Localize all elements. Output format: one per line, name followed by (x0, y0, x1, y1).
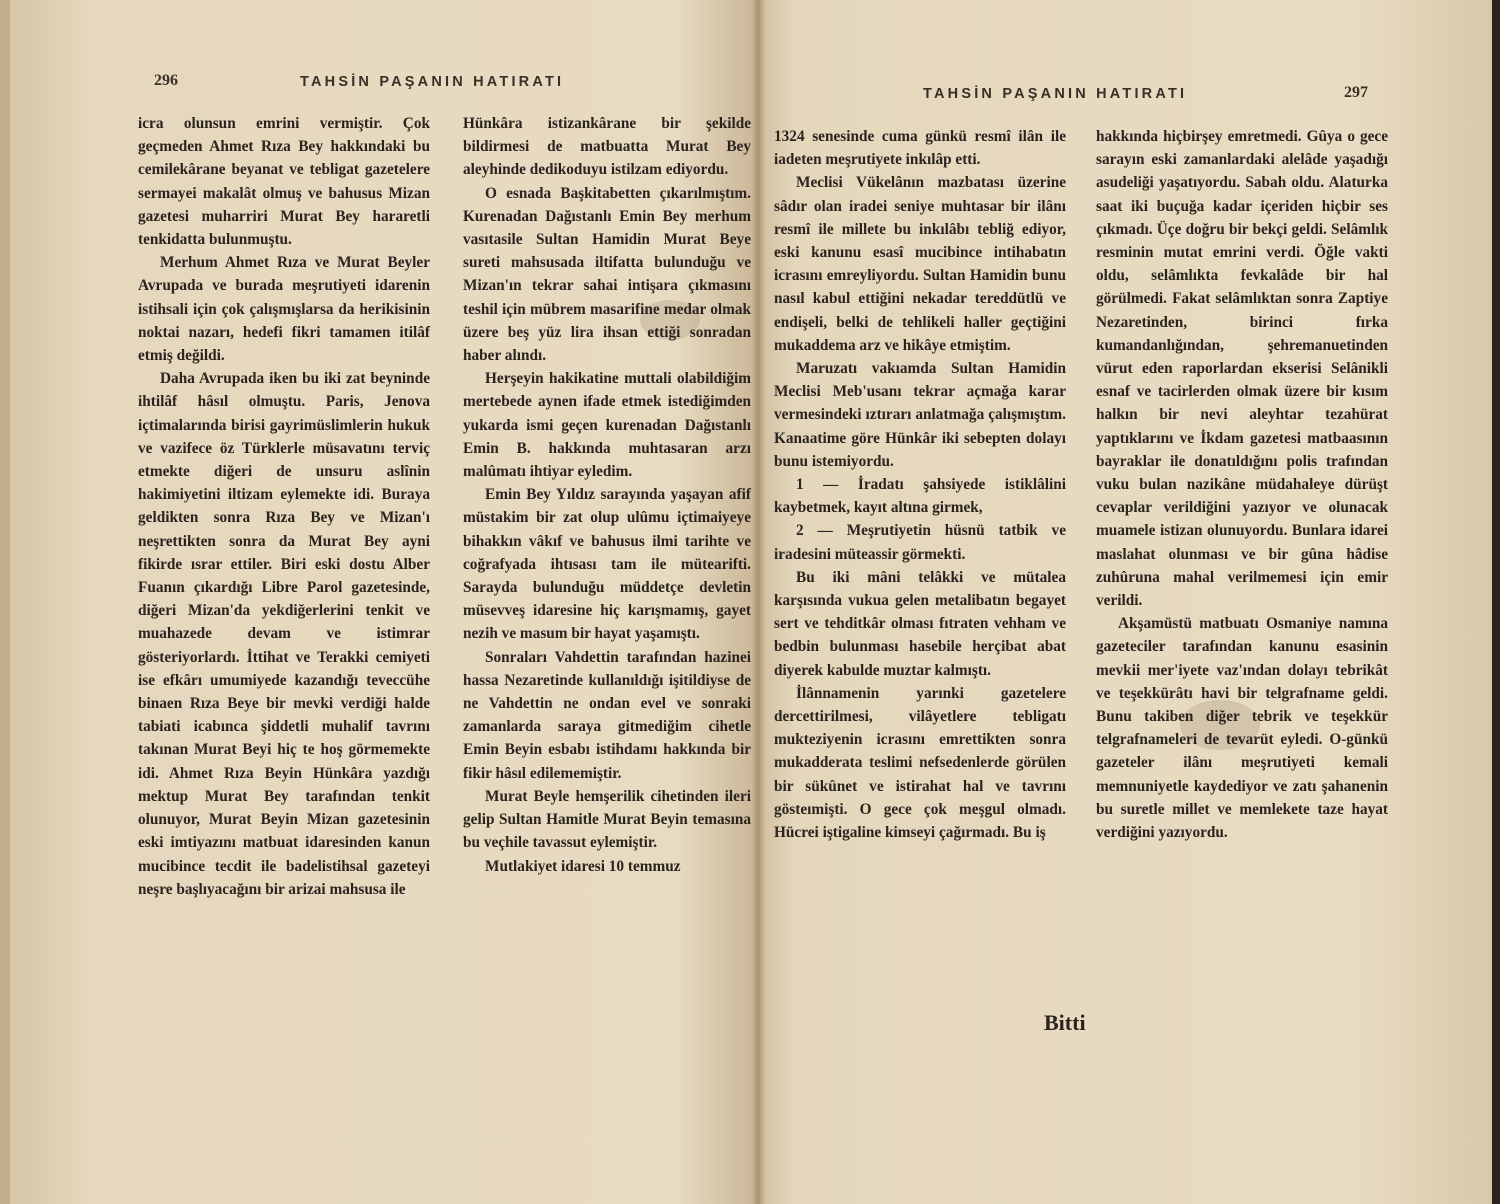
page-number: 297 (1344, 84, 1368, 101)
book-gutter (752, 0, 766, 1204)
ending-word: Bitti (1044, 1010, 1086, 1035)
paragraph: 1324 senesinde cuma günkü resmî ilân ile iadeten meşrutiyete inkılâp etti. (774, 128, 1066, 169)
paragraph: O esnada Başkitabetten çıkarılmıştım. Kurenadan Dağıstanlı Emin Bey merhum vasıtasile Sultan Hamidin Murat Beye sureti mahsusada iltifatta bulunduğu ve Mizan'ın tekrar sahai intişara çıkmasını teshil için mübrem masarifine medar olmak üzere beş yüz lira ihsan ettiği sonradan haber alındı. (463, 184, 751, 365)
text-column-1 (774, 125, 1066, 844)
right-page (768, 0, 1404, 1204)
paragraph: 1 — İradatı şahsiyede istiklâlini kaybetmek, kayıt altına girmek, (774, 476, 1066, 517)
paragraph: Akşamüstü matbuatı Osmaniye namına gazeteciler tarafından kanunu esasinin mevkii mer'iyete vaz'ından dolayı tebrikât ve teşekkürâtı havi bir telgrafname geldi. Bunu takiben diğer tebrik ve teşekkür telgrafnameleri de tevarüt eyledi. O-günkü gazeteler ilânı meşrutiyeti kemali memnuniyetle kaydediyor ve zatı şahanenin bu suretle millet ve memlekete taze hayat verdiğini yazıyordu. (1096, 615, 1388, 842)
paragraph: icra olunsun emrini vermiştir. Çok geçmeden Ahmet Rıza Bey hakkındaki bu cemilekârane beyanat ve tebligat gazetelere sermayei makalât olmuş ve bahusus Mizan gazetesi muharriri Murat Bey hararetli tenkidatta bulunmuştu. (138, 115, 430, 249)
paragraph: Merhum Ahmet Rıza ve Murat Beyler Avrupada ve burada meşrutiyeti idarenin istihsali için çok çalışmışlarsa da herikisinin noktai nazarı, hedefi fikri tamamen itilâf etmiş değildi. (138, 254, 430, 365)
left-page (118, 0, 752, 1204)
paragraph: Daha Avrupada iken bu iki zat beyninde ihtilâf hâsıl olmuştu. Paris, Jenova içtimalarında birisi gayrimüslimlerin hukuk ve vazifece öz Türklerle müsavatını terviç etmekte diğeri de unsuru aslînin hakimiyetini iltizam eylemekte idi. Buraya geldikten sonra Rıza Bey ve Mizan'ı neşrettikten sonra da Murat Bey ayni fikirde ısrar ettiler. Biri eski dostu Alber Fuanın çıkardığı Libre Parol gazetesinde, diğeri Mizan'da yekdiğerlerini tenkit ve muahazede devam ve istimrar gösteriyorlardı. İttihat ve Terakki cemiyeti ise efkârı umumiyede kazandığı teveccühe binaen Rıza Beye bir mevki verdiği halde tabiati icabınca şiddetli muhalif tavrını takınan Murat Beyi hiç te hoş görmemekte idi. Ahmet Rıza Beyin Hünkâra yazdığı mektup Murat Bey tarafından tenkit olunuyor, Murat Beyin Mizan gazetesinin eski imtiyazını matbuat idaresinden kanun mucibince tecdit ile badelistihsal gazeteyi neşre başlıyacağını bir arizai mahsusa ile (138, 370, 430, 898)
paragraph: hakkında hiçbirşey emretmedi. Gûya o gece sarayın eski zamanlardaki alelâde yaşadığı asudeliği yaşatıyordu. Sabah oldu. Alaturka saat iki buçuğa kadar içeriden hiçbir ses çıkmadı. Üçe doğru bir bekçi geldi. Selâmlık resminin mutat emrini verdi. Öğle vakti oldu, selâmlıkta fevkalâde bir hal görülmedi. Fakat selâmlıktan sonra Zaptiye Nezaretinden, birinci fırka kumandanlığından, şehremanuetinden vürut eden raporlardan ekserisi Selânikli esnaf ve tacirlerden olmak üzere bir kısım halkın bir nevi aleyhtar tezahürat yaptıklarını ve İkdam gazetesi matbaasının bayraklar ile donatıldığını polis trafından vuku bulan nazikâne müdahaleye dürüşt cevaplar verildiğini yazıyor ve olunacak muamele istizan olunuyordu. Bunlara idarei maslahat olunması ve bir gûna hâdise zuhûruna mahal verilmemesi için emir verildi. (1096, 128, 1388, 610)
paragraph: Emin Bey Yıldız sarayında yaşayan afif müstakim bir zat olup ulûmu içtimaiyeye bihakkın vâkıf ve bahusus ilmi tarihte ve coğrafyada ihtısası tam ile mütearifti. Sarayda bulunduğu müddetçe devletin müsevveş idaresine hiç karışmamış, gayet nezih ve masum bir hayat yaşamıştı. (463, 486, 751, 643)
paragraph: Mutlakiyet idaresi 10 temmuz (485, 857, 681, 875)
paragraph: 2 — Meşrutiyetin hüsnü tatbik ve iradesini müteassir görmekti. (774, 522, 1066, 563)
running-head: TAHSİN PAŞANIN HATIRATI (300, 74, 565, 90)
paragraph: Meclisi Vükelânın mazbatası üzerine sâdır olan iradei seniye muhtasar bir ilânı resmî ile millete bu inkılâbı tebliğ ediyor, eski kanunu esasî mucibince intihabatın icrasını emreyliyordu. Sultan Hamidin bunu nasıl kabul ettiğini nekadar tereddütlü ve endişeli, belki de tehlikeli haller geçtiğini mukaddema arz ve hikâye etmiştim. (774, 174, 1066, 354)
paragraph: Maruzatı vakıamda Sultan Hamidin Meclisi Meb'usanı tekrar açmağa karar vermesindeki ıztırarı anlatmağa çalışmıştım. Kanaatime göre Hünkâr iki sebepten dolayı bunu istemiyordu. (774, 360, 1066, 470)
running-head: TAHSİN PAŞANIN HATIRATI (923, 86, 1188, 102)
paragraph: Herşeyin hakikatine muttali olabildiğim mertebede aynen ifade etmek istediğimden yukarda ismi geçen kurenadan Dağıstanlı Emin B. hakkında muhtasaran arzı malûmatı ihtiyar eyledim. (463, 370, 751, 481)
paragraph: İlânnamenin yarınki gazetelere dercettirilmesi, vilâyetlere tebligatı mukteziyenin icrasını emrettikten sonra mukadderata teslimi nefsedenlerde görülen bir sükûnet ve istirahat hal ve tavrını gösteımişti. O gece çok meşgul olmadı. Hücrei iştigaline kimseyi çağırmadı. Bu iş (774, 684, 1066, 842)
page-edge-right (1492, 0, 1500, 1204)
paragraph: Hünkâra istizankârane bir şekilde bildirmesi de matbuatta Murat Bey aleyhinde dedikoduyu istilzam ediyordu. (463, 115, 751, 179)
text-column-1 (138, 112, 430, 901)
paragraph: Murat Beyle hemşerilik cihetinden ileri gelip Sultan Hamitle Murat Beyin temasına bu veçhile tavassut eylemiştir. (463, 787, 751, 852)
page-edge-left (0, 0, 10, 1204)
text-column-2 (1096, 125, 1388, 844)
paragraph: Sonraları Vahdettin tarafından hazinei hassa Nezaretinde kullanıldığı işitildiyse de ne Vahdettin ne ondan evel ve sonraki zamanlarda saraya gitmediğim cihetle Emin Beyin esbabı istihdamı hakkında bir fikir hâsıl edilememiştir. (463, 648, 751, 782)
paragraph: Bu iki mâni telâkki ve mütalea karşısında vukua gelen metalibatın begayet sert ve tehditkâr olması fıtraten vehham ve bedbin bulunması hasebile herçibat abat diyerek kabulde muztar kalmıştı. (774, 568, 1066, 679)
page-number: 296 (154, 72, 178, 89)
text-column-2 (463, 112, 751, 878)
